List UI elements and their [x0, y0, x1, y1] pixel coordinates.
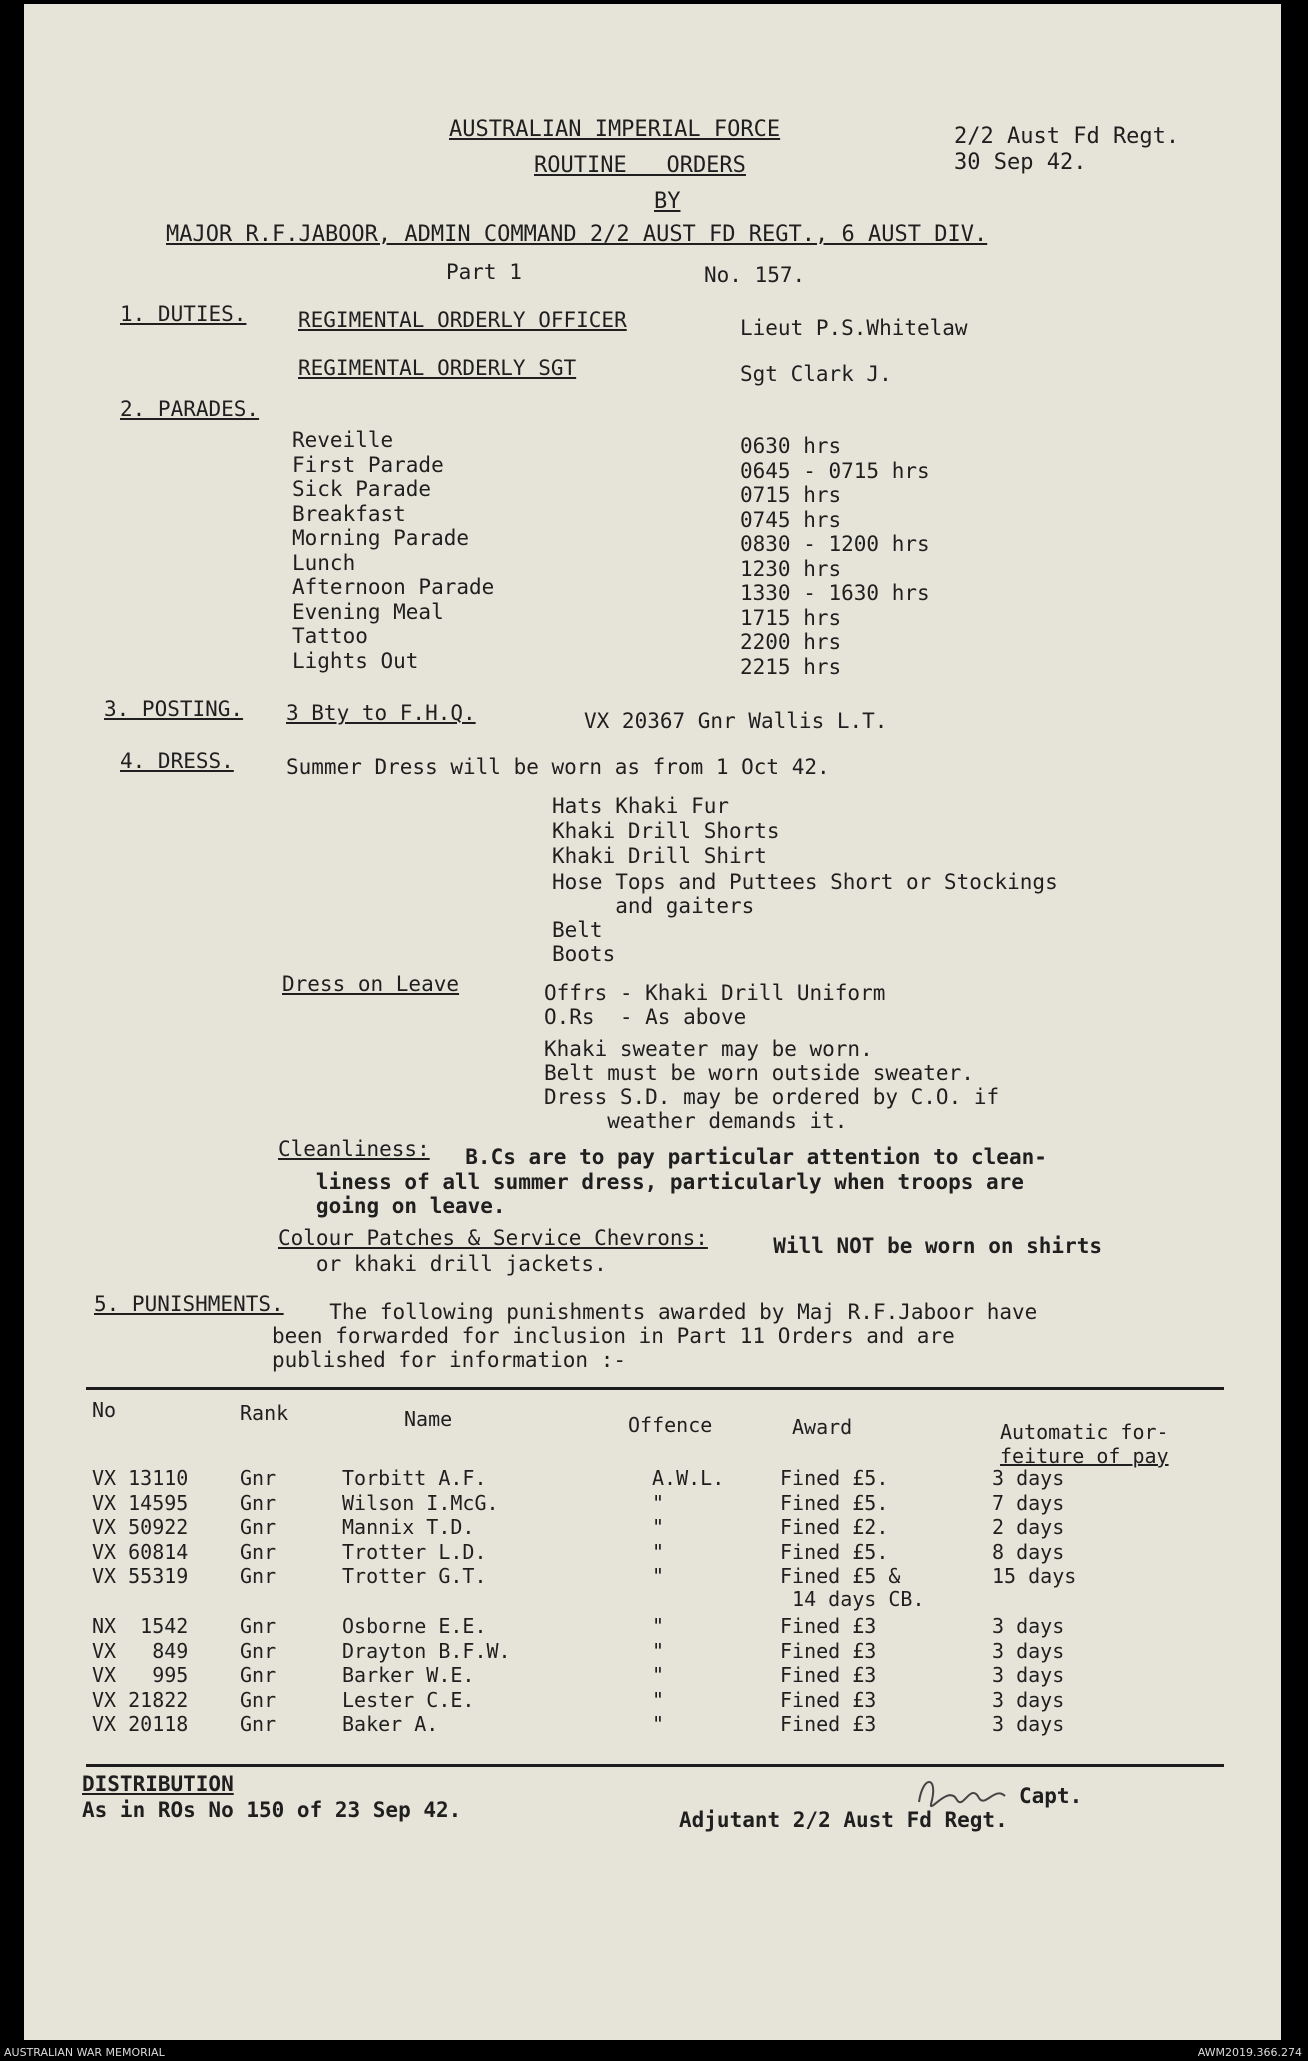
commander-line: MAJOR R.F.JABOOR, ADMIN COMMAND 2/2 AUST FD REGT., 6 AUST DIV. [166, 222, 988, 247]
cell-no: VX 55319 [92, 1564, 189, 1588]
cell-award: Fined £3 [780, 1687, 877, 1712]
dress-item: Hats Khaki Fur [552, 794, 730, 818]
adjutant-line: Adjutant 2/2 Aust Fd Regt. [679, 1808, 1008, 1832]
parade-name: Lunch [292, 550, 356, 575]
parade-time: 1715 hrs [740, 605, 842, 630]
cell-offence: A.W.L. [652, 1466, 725, 1490]
leave-offrs: Offrs - Khaki Drill Uniform [544, 981, 886, 1005]
parade-name: Afternoon Parade [292, 575, 495, 599]
posting-detail: 3 Bty to F.H.Q. [286, 701, 476, 725]
parade-name: Reveille [292, 428, 394, 452]
cell-forfeit: 3 days [992, 1466, 1065, 1490]
parade-name: Sick Parade [292, 477, 432, 501]
orderly-sgt-value: Sgt Clark J. [740, 362, 892, 386]
cleanliness-text: B.Cs are to pay particular attention to clean- [440, 1145, 1047, 1169]
cell-award: Fined £5. [780, 1539, 889, 1564]
cell-award: Fined £5 & [780, 1564, 901, 1588]
cell-award: Fined £3 [780, 1638, 877, 1663]
dress-item: Hose Tops and Puttees Short or Stockings [552, 870, 1058, 894]
dress-heading: 4. DRESS. [120, 749, 234, 773]
dress-item: Boots [552, 942, 616, 966]
cell-offence: " [652, 1515, 665, 1539]
archive-credit-left: AUSTRALIAN WAR MEMORIAL [4, 2046, 165, 2059]
cell-no: VX 20118 [92, 1712, 189, 1736]
dress-on-leave-label: Dress on Leave [282, 972, 460, 996]
parade-time: 0630 hrs [740, 434, 842, 458]
by-line: BY [654, 189, 681, 214]
dress-item: Belt [552, 918, 603, 942]
cell-rank: Gnr [240, 1663, 277, 1687]
cell-name: Torbitt A.F. [342, 1466, 487, 1490]
cell-offence: " [652, 1564, 665, 1588]
cell-award: Fined £2. [780, 1515, 889, 1539]
parade-name: Lights Out [292, 648, 419, 673]
punishments-intro: published for information :- [272, 1348, 627, 1372]
cell-forfeit: 3 days [992, 1638, 1065, 1663]
cell-rank: Gnr [240, 1687, 277, 1712]
orderly-sgt-label: REGIMENTAL ORDERLY SGT [298, 356, 577, 380]
cell-forfeit: 3 days [992, 1614, 1065, 1638]
cell-offence: " [652, 1663, 665, 1687]
punishments-intro: The following punishments awarded by Maj R.F.Jaboor have [304, 1300, 1038, 1324]
order-number: No. 157. [704, 263, 806, 287]
parade-name: Evening Meal [292, 599, 444, 624]
cell-forfeit: 2 days [992, 1515, 1065, 1539]
cell-offence: " [652, 1614, 665, 1638]
cleanliness-text: going on leave. [278, 1194, 506, 1218]
cell-award: Fined £5. [780, 1466, 889, 1490]
cell-no: NX 1542 [92, 1614, 189, 1638]
cell-forfeit: 3 days [992, 1663, 1065, 1687]
parade-time: 0745 hrs [740, 507, 842, 532]
parade-time: 0645 - 0715 hrs [740, 458, 930, 483]
signature-rank: Capt. [1019, 1784, 1083, 1808]
cell-no: VX 995 [92, 1663, 189, 1687]
cell-offence: " [652, 1490, 665, 1515]
part-number: Part 1 [446, 260, 522, 284]
cell-award: 14 days CB. [780, 1587, 925, 1611]
leave-ors: O.Rs - As above [544, 1005, 747, 1029]
posting-person: VX 20367 Gnr Wallis L.T. [584, 709, 888, 733]
dress-item: Khaki Drill Shirt [552, 844, 767, 868]
cell-rank: Gnr [240, 1515, 277, 1539]
cell-name: Mannix T.D. [342, 1515, 475, 1539]
order-date: 30 Sep 42. [954, 150, 1087, 175]
cell-offence: " [652, 1539, 665, 1564]
col-header-rank: Rank [240, 1401, 289, 1425]
cell-name: Drayton B.F.W. [342, 1638, 511, 1663]
cell-rank: Gnr [240, 1614, 277, 1638]
col-header-no: No [92, 1398, 117, 1422]
parade-name: Breakfast [292, 501, 406, 526]
cell-rank: Gnr [240, 1490, 277, 1515]
cell-name: Baker A. [342, 1712, 439, 1736]
title-line-2: ROUTINE ORDERS [534, 153, 746, 178]
col-header-offence: Offence [628, 1413, 713, 1437]
table-top-rule [86, 1387, 1224, 1390]
cell-award: Fined £3 [780, 1663, 877, 1687]
cell-award: Fined £3 [780, 1712, 877, 1736]
cell-no: VX 50922 [92, 1515, 189, 1539]
punishments-intro: been forwarded for inclusion in Part 11 Orders and are [272, 1324, 955, 1348]
posting-heading: 3. POSTING. [104, 697, 244, 721]
cell-rank: Gnr [240, 1466, 277, 1490]
colour-patches-text: Will NOT be worn on shirts [748, 1234, 1103, 1258]
cell-name: Barker W.E. [342, 1663, 475, 1687]
cell-forfeit: 3 days [992, 1712, 1065, 1736]
cell-rank: Gnr [240, 1712, 277, 1736]
cell-forfeit: 7 days [992, 1490, 1065, 1515]
leave-note: weather demands it. [544, 1109, 848, 1133]
cell-rank: Gnr [240, 1638, 277, 1663]
title-line-1: AUSTRALIAN IMPERIAL FORCE [449, 117, 781, 142]
punishments-heading: 5. PUNISHMENTS. [94, 1292, 284, 1316]
parade-time: 0715 hrs [740, 483, 842, 507]
dress-item: and gaiters [552, 894, 755, 918]
col-header-forfeit: Automatic for- [1000, 1420, 1169, 1444]
cell-no: VX 60814 [92, 1539, 189, 1564]
parade-time: 1330 - 1630 hrs [740, 581, 930, 605]
parade-name: Morning Parade [292, 526, 470, 550]
cell-forfeit: 15 days [992, 1564, 1077, 1588]
parades-heading: 2. PARADES. [120, 397, 260, 421]
document-page [24, 4, 1281, 2040]
archive-credit-right: AWM2019.366.274 [1197, 2046, 1302, 2059]
parade-time: 0830 - 1200 hrs [740, 532, 930, 556]
cell-no: VX 14595 [92, 1490, 189, 1515]
distribution-text: As in ROs No 150 of 23 Sep 42. [82, 1798, 462, 1822]
table-bottom-rule [86, 1764, 1224, 1767]
parade-name: Tattoo [292, 624, 368, 648]
cell-no: VX 21822 [92, 1687, 189, 1712]
cell-forfeit: 3 days [992, 1687, 1065, 1712]
cell-name: Wilson I.McG. [342, 1490, 499, 1515]
cell-offence: " [652, 1638, 665, 1663]
cell-no: VX 849 [92, 1638, 189, 1663]
parade-time: 1230 hrs [740, 556, 842, 581]
cleanliness-text: liness of all summer dress, particularly when troops are [278, 1170, 1024, 1194]
leave-note: Belt must be worn outside sweater. [544, 1061, 974, 1085]
leave-note: Khaki sweater may be worn. [544, 1037, 873, 1061]
distribution-label: DISTRIBUTION [82, 1772, 234, 1796]
cell-name: Osborne E.E. [342, 1614, 487, 1638]
duties-heading: 1. DUTIES. [120, 302, 247, 326]
colour-patches-text: or khaki drill jackets. [278, 1252, 607, 1276]
cell-name: Trotter L.D. [342, 1539, 487, 1564]
leave-note: Dress S.D. may be ordered by C.O. if [544, 1085, 1000, 1109]
cell-rank: Gnr [240, 1564, 277, 1588]
parade-time: 2200 hrs [740, 630, 842, 654]
dress-item: Khaki Drill Shorts [552, 819, 780, 843]
cell-rank: Gnr [240, 1539, 277, 1564]
parade-time: 2215 hrs [740, 654, 842, 679]
cell-award: Fined £5. [780, 1490, 889, 1515]
cell-forfeit: 8 days [992, 1539, 1065, 1564]
dress-intro: Summer Dress will be worn as from 1 Oct 42. [286, 755, 830, 779]
col-header-award: Award [792, 1415, 853, 1439]
orderly-officer-value: Lieut P.S.Whitelaw [740, 316, 968, 340]
cell-name: Trotter G.T. [342, 1564, 487, 1588]
orderly-officer-label: REGIMENTAL ORDERLY OFFICER [298, 308, 627, 332]
cell-award: Fined £3 [780, 1614, 877, 1638]
parade-name: First Parade [292, 452, 444, 477]
cleanliness-label: Cleanliness: [278, 1137, 430, 1161]
unit-reference: 2/2 Aust Fd Regt. [954, 124, 1180, 149]
cell-offence: " [652, 1687, 665, 1712]
cell-offence: " [652, 1712, 665, 1736]
col-header-forfeit: feiture of pay [1000, 1444, 1169, 1468]
cell-name: Lester C.E. [342, 1687, 475, 1712]
cell-no: VX 13110 [92, 1466, 189, 1490]
col-header-name: Name [404, 1407, 453, 1431]
colour-patches-label: Colour Patches & Service Chevrons: [278, 1226, 708, 1250]
